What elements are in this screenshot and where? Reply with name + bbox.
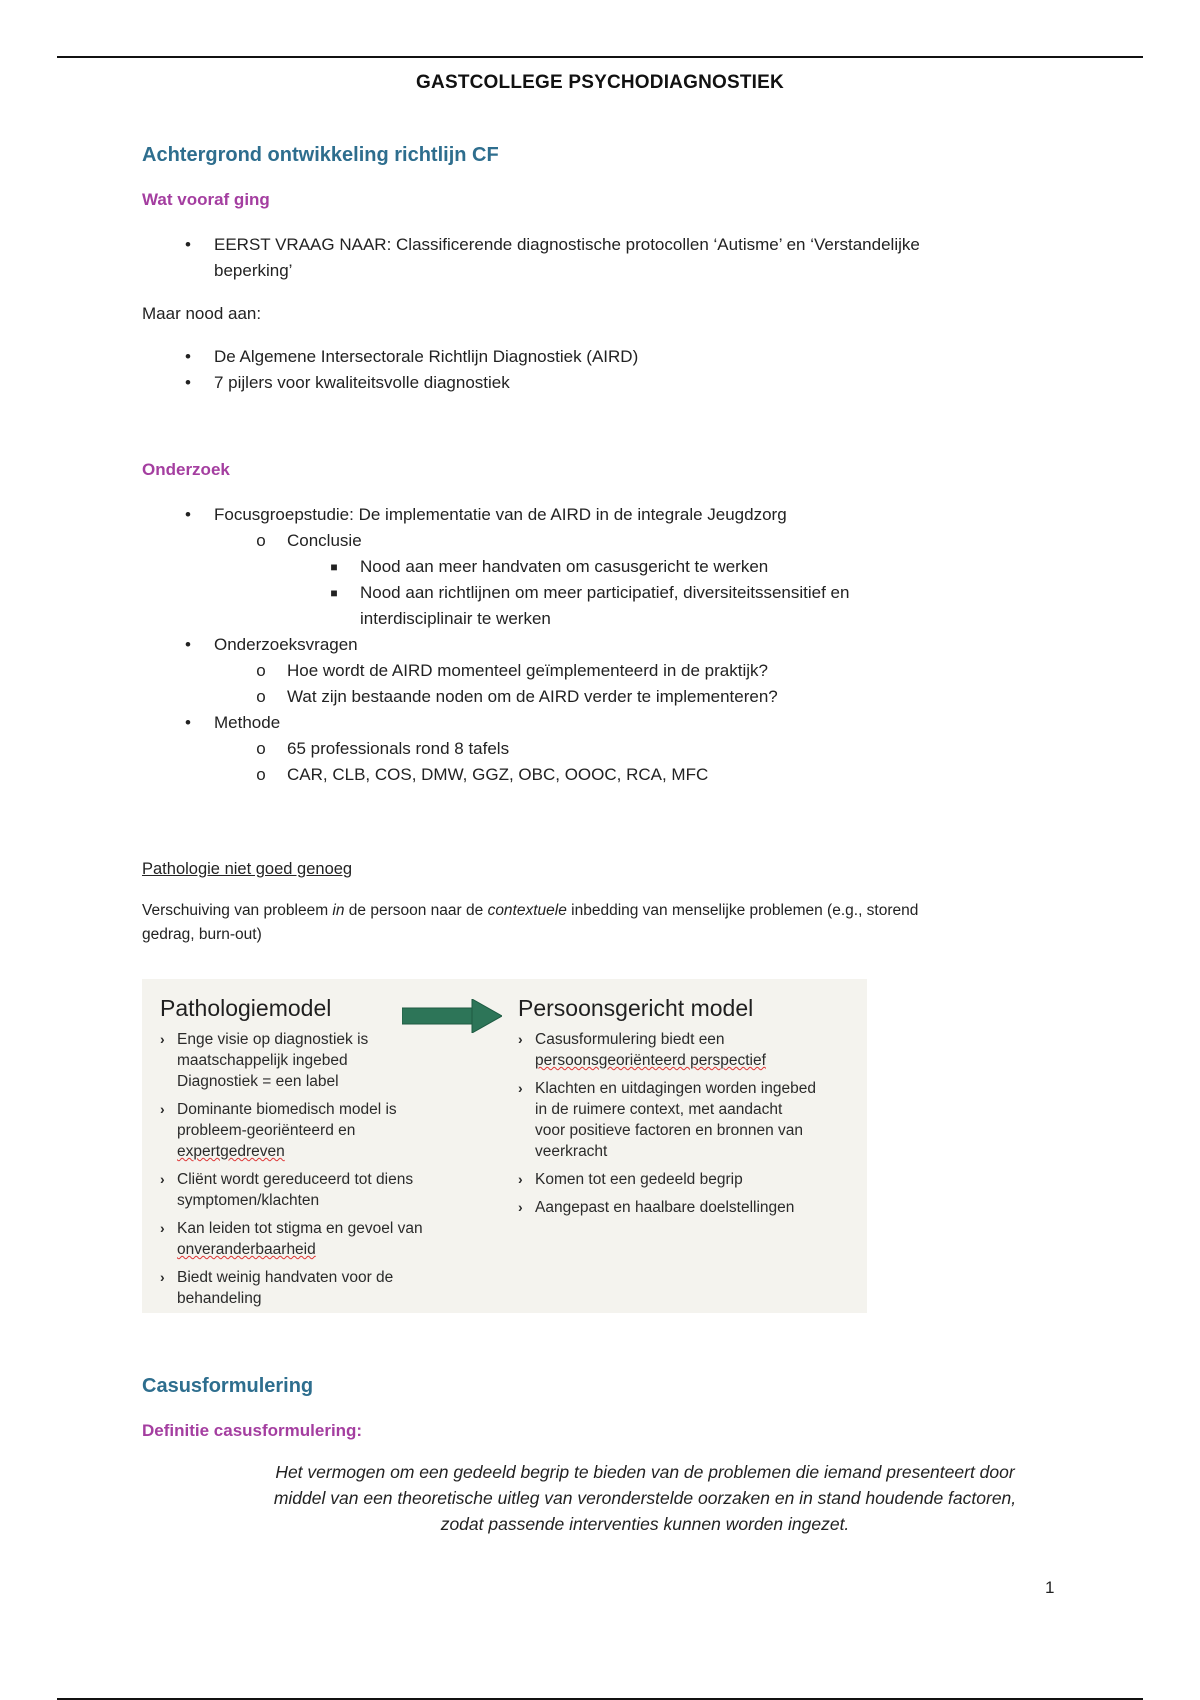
bullet-dot-icon: •	[185, 713, 191, 732]
chevron-right-icon: ›	[518, 1080, 523, 1096]
maar-nood-aan: Maar nood aan:	[142, 304, 262, 323]
circle-bullet-icon: o	[256, 661, 266, 680]
chevron-right-icon: ›	[160, 1031, 165, 1047]
pathologie-heading: Pathologie niet goed genoeg	[142, 860, 353, 878]
persoonsgericht-list	[518, 1029, 858, 1225]
chevron-right-icon: ›	[518, 1199, 523, 1215]
bullet-dot-icon: •	[185, 347, 191, 366]
square-bullet-icon: ■	[330, 560, 338, 574]
chevron-right-icon: ›	[160, 1220, 165, 1236]
subheading-definitie: Definitie casusformulering:	[142, 1421, 363, 1440]
list-item-continuation: interdisciplinair te werken	[360, 609, 551, 628]
bullet-eerst-vraag	[185, 232, 1074, 284]
list-item: › Klachten en uitdagingen worden ingebed in de ruimere context, met aandacht voor positieve factoren en bronnen van veerkracht	[518, 1080, 816, 1160]
chevron-right-icon: ›	[518, 1031, 523, 1047]
bullet-dot-icon: •	[185, 635, 191, 654]
list-item: › Aangepast en haalbare doelstellingen	[518, 1199, 795, 1216]
pathologie-list	[160, 1029, 480, 1316]
subheading-onderzoek: Onderzoek	[142, 460, 230, 479]
section-heading-casusformulering: Casusformulering	[142, 1375, 314, 1397]
chevron-right-icon: ›	[160, 1269, 165, 1285]
section-heading-achtergrond: Achtergrond ontwikkeling richtlijn CF	[142, 144, 499, 166]
list-item: • De Algemene Intersectorale Richtlijn Diagnostiek (AIRD)	[214, 344, 638, 370]
definition-quote: Het vermogen om een gedeeld begrip te bieden van de problemen die iemand presenteert door middel van een theoretische uitleg van veronderstelde oorzaken en in stand houdende factoren, zodat passende interventies kunnen worden ingezet.	[273, 1462, 1017, 1534]
list-item: • Focusgroepstudie: De implementatie van de AIRD in de integrale Jeugdzorg	[214, 502, 849, 528]
chevron-right-icon: ›	[160, 1101, 165, 1117]
list-item: o 65 professionals rond 8 tafels	[287, 736, 849, 762]
circle-bullet-icon: o	[256, 739, 266, 758]
list-item: o Conclusie	[287, 528, 849, 554]
list-item: • Methode	[214, 710, 849, 736]
chevron-right-icon: ›	[518, 1171, 523, 1187]
onderzoek-list	[185, 502, 850, 788]
document-title: GASTCOLLEGE PSYCHODIAGNOSTIEK	[416, 72, 784, 93]
model-comparison-diagram	[142, 979, 867, 1313]
list-item: › Biedt weinig handvaten voor de behandeling	[160, 1269, 394, 1307]
list-item: › Kan leiden tot stigma en gevoel van onveranderbaarheid	[160, 1220, 423, 1258]
list-item: › Cliënt wordt gereduceerd tot diens symptomen/klachten	[160, 1171, 414, 1209]
square-bullet-icon: ■	[330, 586, 338, 600]
list-item: o CAR, CLB, COS, DMW, GGZ, OBC, OOOC, RCA, MFC	[287, 762, 849, 788]
pathologie-text: Verschuiving van probleem in de persoon naar de contextuele inbedding van menselijke problemen (e.g., storend gedrag, burn-out)	[142, 902, 919, 943]
top-rule	[57, 56, 1143, 58]
list-item: ■ Nood aan meer handvaten om casusgericht te werken	[360, 554, 849, 580]
chevron-right-icon: ›	[160, 1171, 165, 1187]
circle-bullet-icon: o	[256, 765, 266, 784]
list-item: › Komen tot een gedeeld begrip	[518, 1171, 743, 1188]
list-item: • Onderzoeksvragen	[214, 632, 849, 658]
bullet-text-line2: beperking’	[214, 261, 293, 280]
circle-bullet-icon: o	[256, 687, 266, 706]
list-item: ■ Nood aan richtlijnen om meer participatief, diversiteitssensitief en	[360, 580, 849, 606]
persoonsgericht-title: Persoonsgericht model	[518, 995, 754, 1021]
bullet-text-line1: EERST VRAAG NAAR: Classificerende diagnostische protocollen ‘Autisme’ en ‘Verstandelijke	[214, 235, 920, 254]
bullet-dot-icon: •	[185, 373, 191, 392]
circle-bullet-icon: o	[256, 531, 266, 550]
right-arrow-icon	[402, 999, 502, 1033]
nood-aan-list	[185, 344, 639, 396]
list-item: › Casusformulering biedt een persoonsgeoriënteerd perspectief	[518, 1031, 766, 1069]
page-number: 1	[1045, 1578, 1055, 1597]
pathologiemodel-title: Pathologiemodel	[160, 995, 332, 1021]
bullet-dot-icon: •	[185, 235, 191, 254]
list-item: o Hoe wordt de AIRD momenteel geïmplementeerd in de praktijk?	[287, 658, 849, 684]
list-item: › Enge visie op diagnostiek is maatschappelijk ingebed Diagnostiek = een label	[160, 1031, 369, 1090]
list-item: o Wat zijn bestaande noden om de AIRD verder te implementeren?	[287, 684, 849, 710]
bullet-dot-icon: •	[185, 505, 191, 524]
list-item: • 7 pijlers voor kwaliteitsvolle diagnostiek	[214, 370, 638, 396]
list-item: › Dominante biomedisch model is probleem-georiënteerd en expertgedreven	[160, 1101, 397, 1160]
subheading-wat-vooraf-ging: Wat vooraf ging	[142, 190, 270, 209]
